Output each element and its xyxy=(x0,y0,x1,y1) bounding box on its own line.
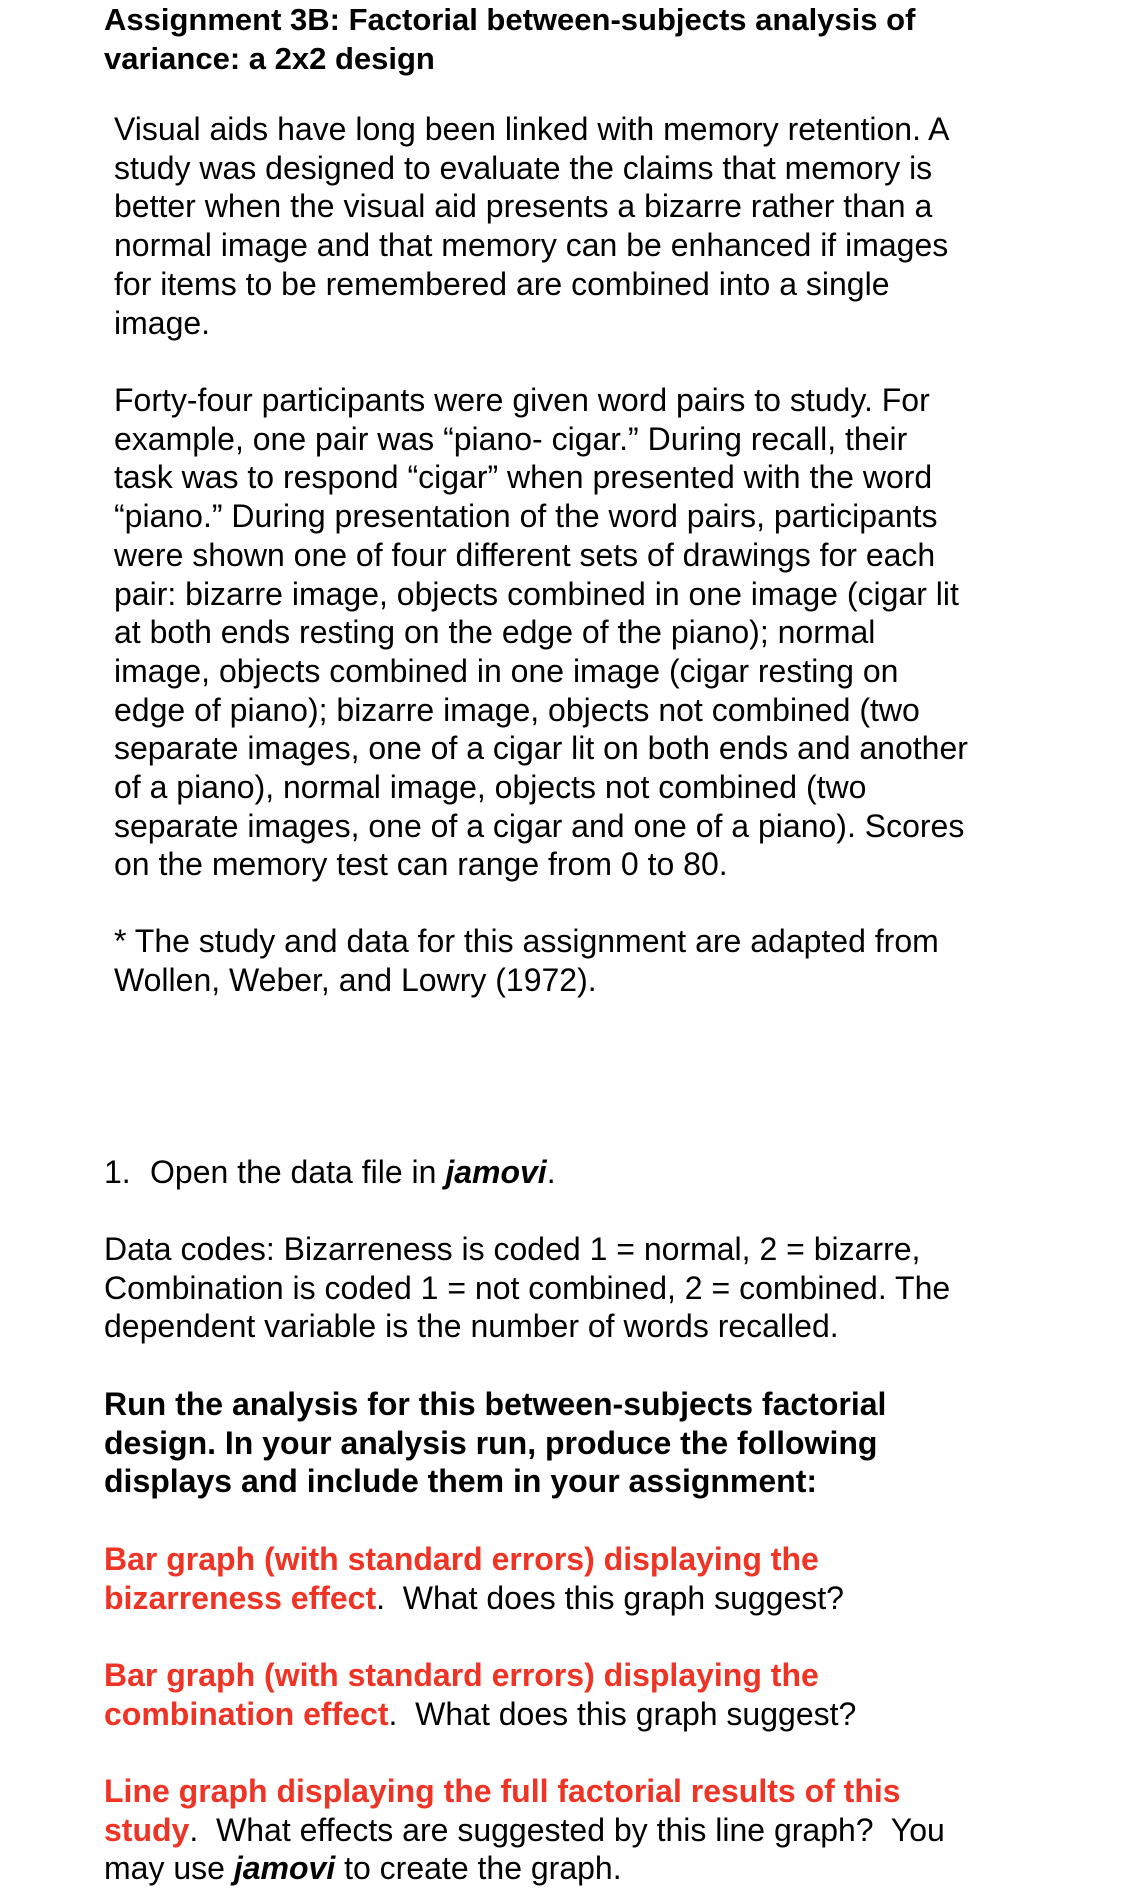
intro-paragraph xyxy=(114,110,1074,342)
question-combination xyxy=(104,1656,1064,1733)
intro-line: for items to be remembered are combined into a single xyxy=(114,265,890,302)
method-line: edge of piano); bizarre image, objects not combined (two xyxy=(114,691,920,728)
q3-heading-line-1: Line graph displaying the full factorial results of this xyxy=(104,1773,901,1809)
q1-question: What does this graph suggest? xyxy=(385,1579,844,1616)
q2-dot: . xyxy=(388,1695,398,1732)
method-line: pair: bizarre image, objects combined in one image (cigar lit xyxy=(114,575,959,612)
method-line: example, one pair was “piano- cigar.” During recall, their xyxy=(114,420,908,457)
q2-heading-line-1: Bar graph (with standard errors) displaying the xyxy=(104,1657,819,1693)
intro-line: normal image and that memory can be enhanced if images xyxy=(114,227,949,264)
codes-line: Data codes: Bizarreness is coded 1 = normal, 2 = bizarre, xyxy=(104,1231,921,1267)
title-line-1: Assignment 3B: Factorial between-subjects analysis of xyxy=(104,2,916,37)
method-line: “piano.” During presentation of the word pairs, participants xyxy=(114,498,938,535)
step-1-text: Open the data file in xyxy=(150,1154,446,1190)
step-1-period: . xyxy=(546,1154,556,1190)
q1-line-2 xyxy=(104,1579,1064,1618)
q3-question: What effects are suggested by this line graph? You xyxy=(198,1811,945,1848)
note-line: Wollen, Weber, and Lowry (1972). xyxy=(114,961,597,998)
q3-line-2 xyxy=(104,1811,1064,1850)
method-line: on the memory test can range from 0 to 80. xyxy=(114,846,728,883)
q3-dot: . xyxy=(189,1811,199,1848)
codes-line: dependent variable is the number of words recalled. xyxy=(104,1308,839,1345)
q1-heading-line-2: bizarreness effect xyxy=(104,1579,377,1616)
assignment-title xyxy=(104,0,1064,78)
method-line: Forty-four participants were given word pairs to study. For xyxy=(114,382,930,418)
q3-software: jamovi xyxy=(233,1850,336,1887)
q2-line-2 xyxy=(104,1695,1064,1734)
q3-line-3-after: to create the graph. xyxy=(335,1850,622,1887)
step-1 xyxy=(104,1153,1064,1192)
method-line: task was to respond “cigar” when presented with the word xyxy=(114,459,933,496)
method-line: separate images, one of a cigar lit on both ends and another xyxy=(114,730,968,767)
source-note xyxy=(114,922,1074,999)
intro-line: Visual aids have long been linked with memory retention. A xyxy=(114,111,950,147)
q3-line-3 xyxy=(104,1849,1064,1888)
run-instructions xyxy=(104,1385,1064,1501)
method-line: separate images, one of a cigar and one of a piano). Scores xyxy=(114,807,965,844)
step-1-line xyxy=(104,1153,1064,1192)
codes-line: Combination is coded 1 = not combined, 2 = combined. The xyxy=(104,1269,951,1306)
run-line: displays and include them in your assignment: xyxy=(104,1463,818,1500)
q3-heading-line-2: study xyxy=(104,1811,190,1848)
q1-heading-line-1: Bar graph (with standard errors) displaying the xyxy=(104,1541,819,1577)
method-line: of a piano), normal image, objects not combined (two xyxy=(114,769,867,806)
run-line: Run the analysis for this between-subjects factorial xyxy=(104,1386,887,1422)
intro-line: better when the visual aid presents a bizarre rather than a xyxy=(114,188,933,225)
step-1-software: jamovi xyxy=(445,1154,547,1190)
step-1-number: 1. xyxy=(104,1154,131,1190)
intro-line: study was designed to evaluate the claims that memory is xyxy=(114,149,933,186)
intro-line: image. xyxy=(114,304,211,341)
question-line-graph xyxy=(104,1772,1064,1888)
note-line: * The study and data for this assignment are adapted from xyxy=(114,923,939,959)
q3-line-3-before: may use xyxy=(104,1850,234,1887)
data-codes xyxy=(104,1230,1064,1346)
run-line: design. In your analysis run, produce the following xyxy=(104,1424,878,1461)
q2-heading-line-2: combination effect xyxy=(104,1695,389,1732)
q1-dot: . xyxy=(376,1579,386,1616)
q2-question: What does this graph suggest? xyxy=(397,1695,857,1732)
method-paragraph xyxy=(114,381,1074,884)
title-line-2: variance: a 2x2 design xyxy=(104,41,435,76)
method-line: were shown one of four different sets of drawings for each xyxy=(114,536,936,573)
method-line: image, objects combined in one image (cigar resting on xyxy=(114,652,899,689)
method-line: at both ends resting on the edge of the piano); normal xyxy=(114,614,876,651)
question-bizarreness xyxy=(104,1540,1064,1617)
